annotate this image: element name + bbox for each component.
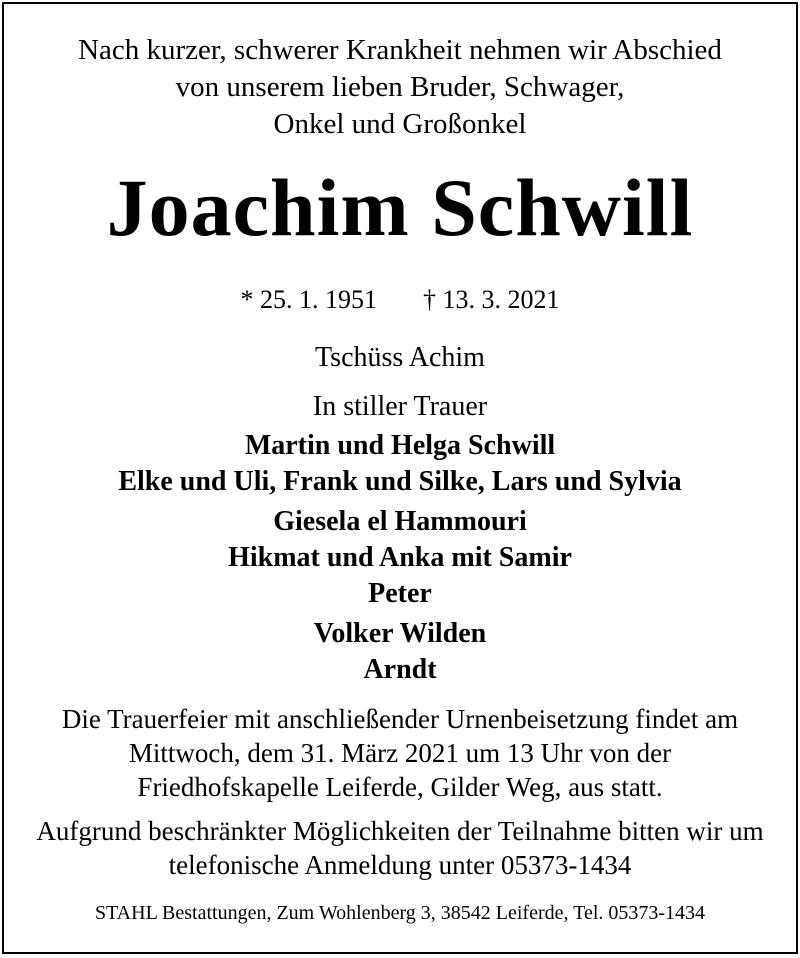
mourner-line: Volker Wilden — [313, 618, 487, 649]
intro-line: von unserem lieben Bruder, Schwager, — [175, 71, 625, 103]
intro-text — [4, 32, 796, 143]
mourner-line: Elke und Uli, Frank und Silke, Lars und Sylvia — [118, 466, 682, 497]
mourner-line: Giesela el Hammouri — [273, 506, 527, 537]
funeral-home-footer: STAHL Bestattungen, Zum Wohlenberg 3, 38542 Leiferde, Tel. 05373-1434 — [94, 902, 706, 924]
intro-line: Nach kurzer, schwerer Krankheit nehmen wir Abschied — [78, 34, 722, 66]
birth-date: * 25. 1. 1951 — [240, 285, 377, 314]
mourners-group — [4, 504, 796, 612]
ceremony-line: Die Trauerfeier mit anschließender Urnenbeisetzung findet am — [61, 704, 739, 734]
mourner-line: Martin und Helga Schwill — [244, 430, 556, 461]
deceased-name: Joachim Schwill — [106, 162, 694, 253]
death-date: † 13. 3. 2021 — [423, 285, 560, 314]
ceremony-line: Mittwoch, dem 31. März 2021 um 13 Uhr von der — [128, 738, 672, 768]
mourner-line: Arndt — [363, 654, 437, 685]
mourning-line: In stiller Trauer — [312, 391, 488, 422]
life-dates — [4, 284, 796, 316]
registration-info — [4, 814, 796, 882]
intro-line: Onkel und Großonkel — [273, 108, 527, 140]
mourners-group — [4, 428, 796, 500]
mourner-line: Hikmat und Anka mit Samir — [228, 542, 572, 573]
farewell-line: Tschüss Achim — [315, 342, 485, 373]
registration-line: Aufgrund beschränkter Möglichkeiten der Teilnahme bitten wir um — [36, 816, 764, 846]
ceremony-info — [4, 702, 796, 804]
mourner-line: Peter — [368, 578, 432, 609]
mourners-group — [4, 616, 796, 688]
obituary-notice — [2, 2, 798, 954]
ceremony-line: Friedhofskapelle Leiferde, Gilder Weg, aus statt. — [137, 772, 663, 802]
registration-line: telefonische Anmeldung unter 05373-1434 — [168, 850, 632, 880]
